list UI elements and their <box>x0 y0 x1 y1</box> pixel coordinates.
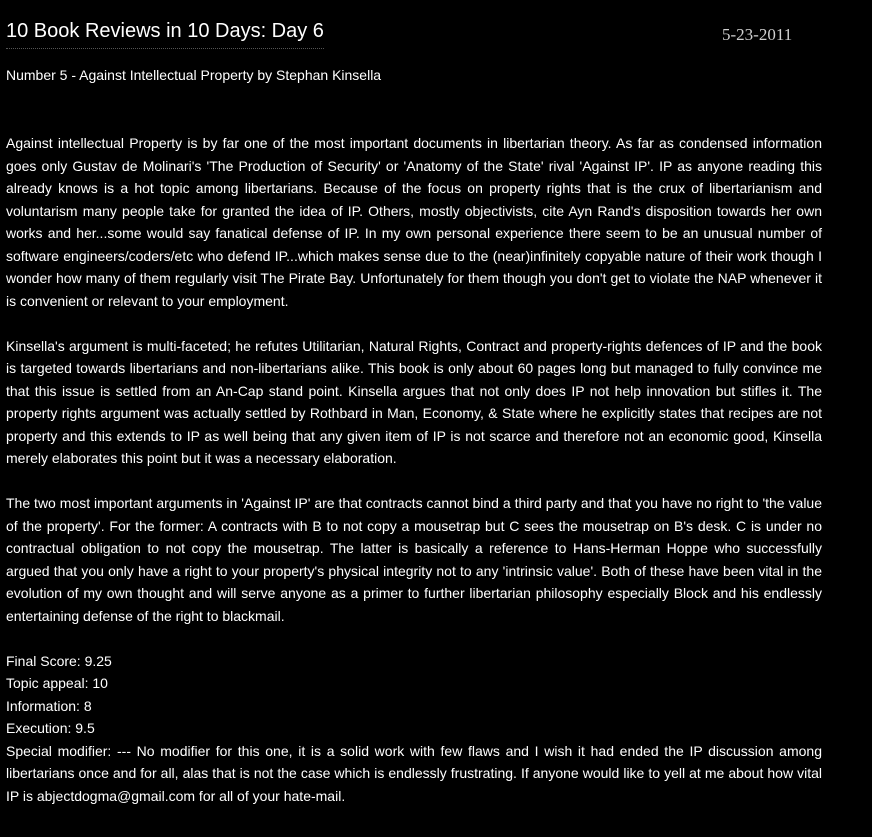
information-score: Information: 8 <box>6 697 92 714</box>
post-body <box>6 132 822 807</box>
execution-score: Execution: 9.5 <box>6 720 95 736</box>
paragraph-intro: Against intellectual Property is by far one of the most important documents in libertarian theory. As far as condensed information goes only Gustav de Molinari's 'The Production of Security' or 'Anatomy of the State' rival 'Against IP'. IP as anyone reading this already knows is a hot topic among libertarians. Because of the focus on property rights that is the crux of libertarianism and voluntarism many people take for granted the idea of IP. Others, mostly objectivists, cite Ayn Rand's disposition towards her own works and her...some would say fanatical defense of IP. In my own personal experience there seem to be an unusual number of software engineers/coders/etc who defend IP...which makes sense due to the (near)infinitely copyable nature of their work though I wonder how many of them regularly visit The Pirate Bay. Unfortunately for them though you don't get to violate the NAP whenever it is convenient or relevant to your employment. <box>6 135 822 309</box>
final-score: Final Score: 9.25 <box>6 652 112 669</box>
paragraph-argument: Kinsella's argument is multi-faceted; he refutes Utilitarian, Natural Rights, Contract and property-rights defences of IP and the book is targeted towards libertarians and non-libertarians alike. This book is only about 60 pages long but managed to fully convince me that this issue is settled from an An-Cap stand point. Kinsella argues that not only does IP not help innovation but stifles it. The property rights argument was actually settled by Rothbard in Man, Economy, & State where he explicitly states that recipes are not property and this extends to IP as well being that any given item of IP is not scarce and therefore not an economic good, Kinsella merely elaborates this point but it was a necessary elaboration. <box>6 337 822 466</box>
post-title[interactable]: 10 Book Reviews in 10 Days: Day 6 <box>6 18 324 49</box>
post-subtitle: Number 5 - Against Intellectual Property by Stephan Kinsella <box>6 67 382 83</box>
post-date: 5-23-2011 <box>722 25 793 44</box>
special-modifier: Special modifier: --- No modifier for this one, it is a solid work with few flaws and I wish it had ended the IP discussion among libertarians once and for all, alas that is not the case which is endlessly frustrating. If anyone would like to yell at me about how vital IP is abjectdogma@gmail.com for all of your hate-mail. <box>6 742 822 804</box>
paragraph-key-arguments: The two most important arguments in 'Against IP' are that contracts cannot bind a third party and that you have no right to 'the value of the property'. For the former: A contracts with B to not copy a mousetrap but C sees the mousetrap on B's desk. C is under no contractual obligation to not copy the mousetrap. The latter is basically a reference to Hans-Herman Hoppe who successfully argued that you only have a right to your property's physical integrity not to any 'intrinsic value'. Both of these have been vital in the evolution of my own thought and will serve anyone as a primer to further libertarian philosophy especially Block and his endlessly entertaining defense of the right to blackmail. <box>6 495 822 624</box>
score-block <box>6 650 822 808</box>
topic-appeal-score: Topic appeal: 10 <box>6 675 108 691</box>
